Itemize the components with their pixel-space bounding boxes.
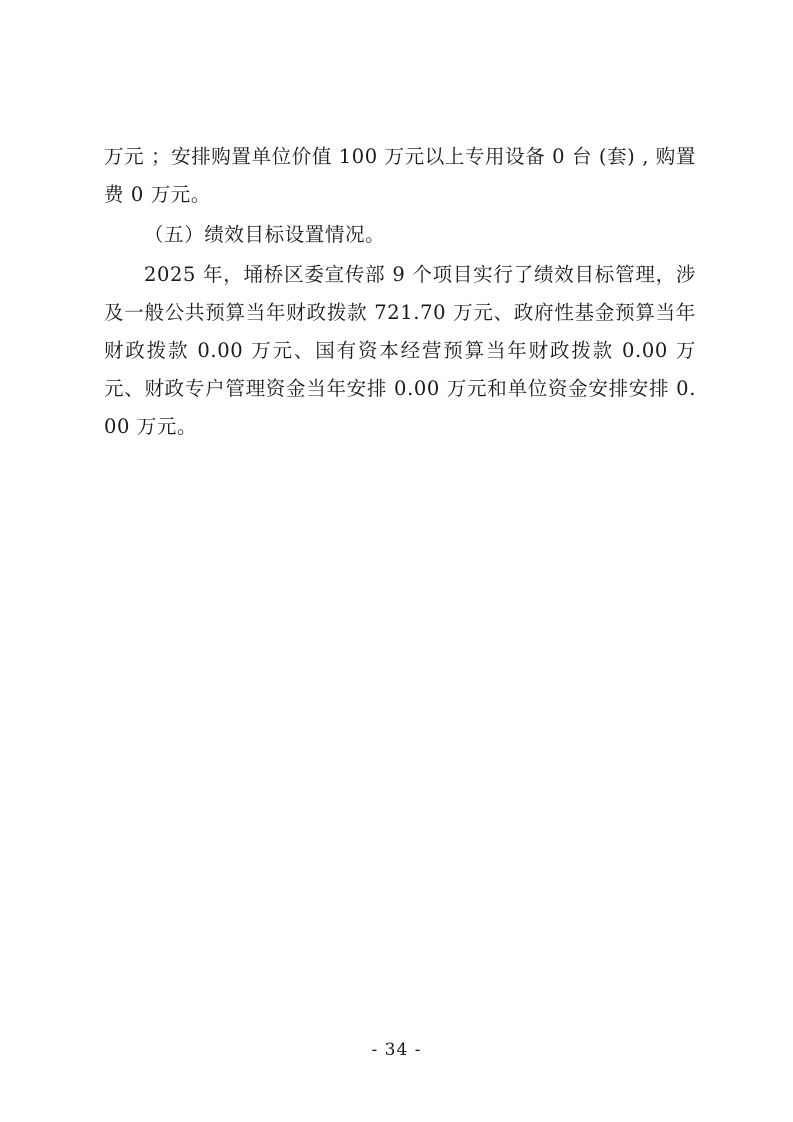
paragraph-section-heading: （五）绩效目标设置情况。 (144, 223, 386, 246)
page-number: - 34 - (371, 1040, 422, 1060)
page-body (104, 138, 696, 446)
paragraph-performance-goals: 2025 年，埇桥区委宣传部 9 个项目实行了绩效目标管理，涉及一般公共预算当年财政拨款 721.70 万元、政府性基金预算当年财政拨款 0.00 万元、国有资本经营预算当年财政拨款 0.00 万元、财政专户管理资金当年安排 0.00 万元和单位资金安排安排 0.00 万元。 (104, 263, 696, 438)
paragraph-continuation: 万元 ；安排购置单位价值 100 万元以上专用设备 0 台 (套) , 购置费 0 万元。 (104, 145, 696, 206)
